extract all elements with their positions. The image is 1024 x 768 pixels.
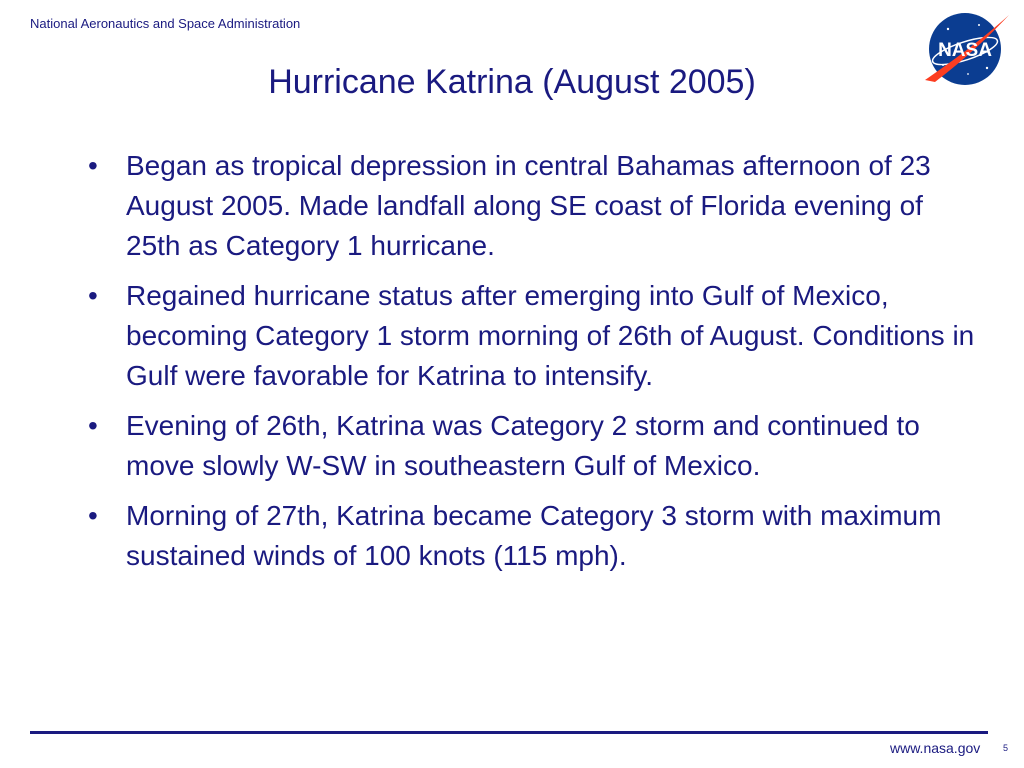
bullet-item: [80, 146, 975, 266]
bullet-text: Morning of 27th, Katrina became Category 3 storm with maximum sustained winds of 100 knots (115 mph).: [126, 500, 942, 571]
footer-divider: [30, 731, 988, 734]
footer-url[interactable]: www.nasa.gov: [890, 740, 981, 756]
bullet-item: [80, 276, 975, 396]
bullet-icon: •: [88, 280, 98, 311]
bullet-icon: •: [88, 150, 98, 181]
slide-number: 5: [1003, 743, 1009, 753]
logo-wordmark: NASA: [938, 40, 992, 61]
logo-star: [947, 28, 949, 30]
logo-star: [978, 24, 980, 26]
bullet-item: [80, 496, 975, 576]
bullet-icon: •: [88, 500, 98, 531]
bullet-list: [80, 146, 975, 586]
bullet-text: Regained hurricane status after emerging into Gulf of Mexico, becoming Category 1 storm morning of 26th of August. Conditions in Gulf were favorable for Katrina to intensify.: [126, 280, 975, 391]
bullet-icon: •: [88, 410, 98, 441]
slide-title: Hurricane Katrina (August 2005): [268, 63, 756, 101]
bullet-text: Began as tropical depression in central Bahamas afternoon of 23 August 2005. Made landfall along SE coast of Florida evening of 25th as Category 1 hurricane.: [126, 150, 931, 261]
agency-name: National Aeronautics and Space Administration: [30, 16, 301, 31]
bullet-text: Evening of 26th, Katrina was Category 2 storm and continued to move slowly W-SW in southeastern Gulf of Mexico.: [126, 410, 920, 481]
bullet-item: [80, 406, 975, 486]
